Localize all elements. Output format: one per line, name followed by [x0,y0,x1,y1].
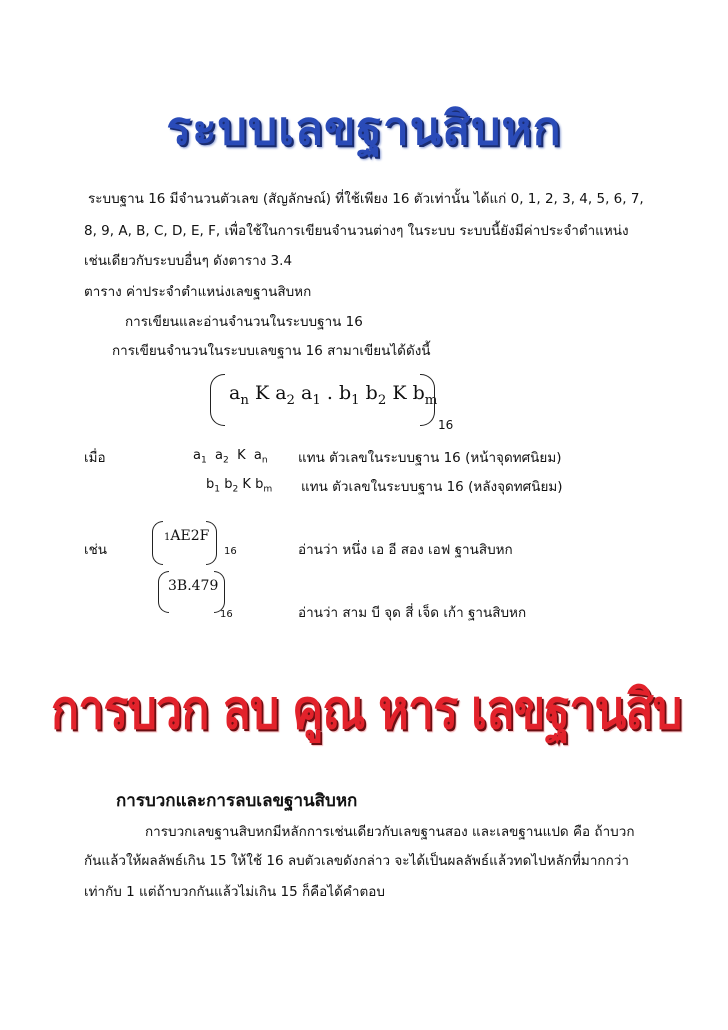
where-row2-symbols: $b_1$ $b_2$ K $b_m$ [206,477,273,495]
example1-left-paren [152,521,163,565]
formula-bm: b [412,382,425,404]
formula-sub-m: m [424,392,438,408]
example2-base: 16 [220,609,233,620]
intro-line-2: 8, 9, A, B, C, D, E, F, เพื่อใช้ในการเขียนจำนวนต่างๆ ในระบบ ระบบนี้ยังมีค่าประจำตำแหน่ง [84,223,629,239]
formula-right-paren [420,374,435,426]
where-row1-symbols: $a_1$ $a_2$ K $a_n$ [193,448,268,466]
subheading-writing-reading: การเขียนและอ่านจำนวนในระบบฐาน 16 [125,314,363,330]
where-label: เมื่อ [84,450,106,466]
formula-sub-n: n [240,392,249,408]
intro-line-3: เช่นเดียวกับระบบอื่นๆ ดังตาราง 3.4 [84,253,293,269]
formula-a: a [229,382,241,404]
formula-base: 16 [438,418,454,432]
section-paragraph-line-1: การบวกเลขฐานสิบหกมีหลักการเช่นเดียวกับเลขฐานสอง และเลขฐานแปด คือ ถ้าบวก [145,824,635,840]
where-row2-desc: แทน ตัวเลขในระบบฐาน 16 (หลังจุดทศนิยม) [301,479,563,495]
where-row1-desc: แทน ตัวเลขในระบบฐาน 16 (หน้าจุดทศนิยม) [298,450,562,466]
example2-value: 3B.479 [168,578,219,594]
formula-left-paren [210,374,225,426]
example-label: เช่น [84,542,108,558]
section-paragraph-line-3: เท่ากับ 1 แต่ถ้าบวกกันแล้วไม่เกิน 15 ก็คือได้คำตอบ [84,884,385,900]
table-caption: ตาราง ค่าประจำตำแหน่งเลขฐานสิบหก [84,284,312,300]
example2-right-paren [214,571,225,613]
formula-a1: a [301,382,313,404]
formula-sub-b2: 2 [377,392,387,408]
formula-sub-2: 2 [286,392,295,408]
formula-sub-b1: 1 [351,392,360,408]
example1-value: 1AE2F [164,528,210,544]
page-title: ระบบเลขฐานสิบหก [166,101,562,155]
section-heading: การบวกและการลบเลขฐานสิบหก [116,791,358,811]
formula-dot: . [326,382,333,404]
formula-b1: b [338,382,352,404]
subheading-writing: การเขียนจำนวนในระบบเลขฐาน 16 สามาเขียนได้ดังนี้ [112,343,431,359]
example1-right-paren [206,521,217,565]
formula-b2: b [365,382,378,404]
formula-a2: a [275,382,287,404]
formula-k1: K [254,382,270,404]
general-formula [229,382,437,408]
formula-k2: K [392,382,407,404]
formula-sub-1: 1 [312,392,321,408]
section-paragraph-line-2: กันแล้วให้ผลลัพธ์เกิน 15 ให้ใช้ 16 ลบตัวเลขดังกล่าว จะได้เป็นผลลัพธ์แล้วทดไปหลักที่มากกว่า [84,853,629,869]
example2-reading: อ่านว่า สาม บี จุด สี่ เจ็ด เก้า ฐานสิบหก [298,605,527,621]
intro-line-1: ระบบฐาน 16 มีจำนวนตัวเลข (สัญลักษณ์) ที่ใช้เพียง 16 ตัวเท่านั้น ได้แก่ 0, 1, 2, 3, 4, 5, 6, 7, [88,191,644,207]
example1-reading: อ่านว่า หนึ่ง เอ อี สอง เอฟ ฐานสิบหก [298,542,513,558]
operations-title: การบวก ลบ คูณ หาร เลขฐานสิบ [50,678,682,741]
example1-base: 16 [224,546,237,557]
